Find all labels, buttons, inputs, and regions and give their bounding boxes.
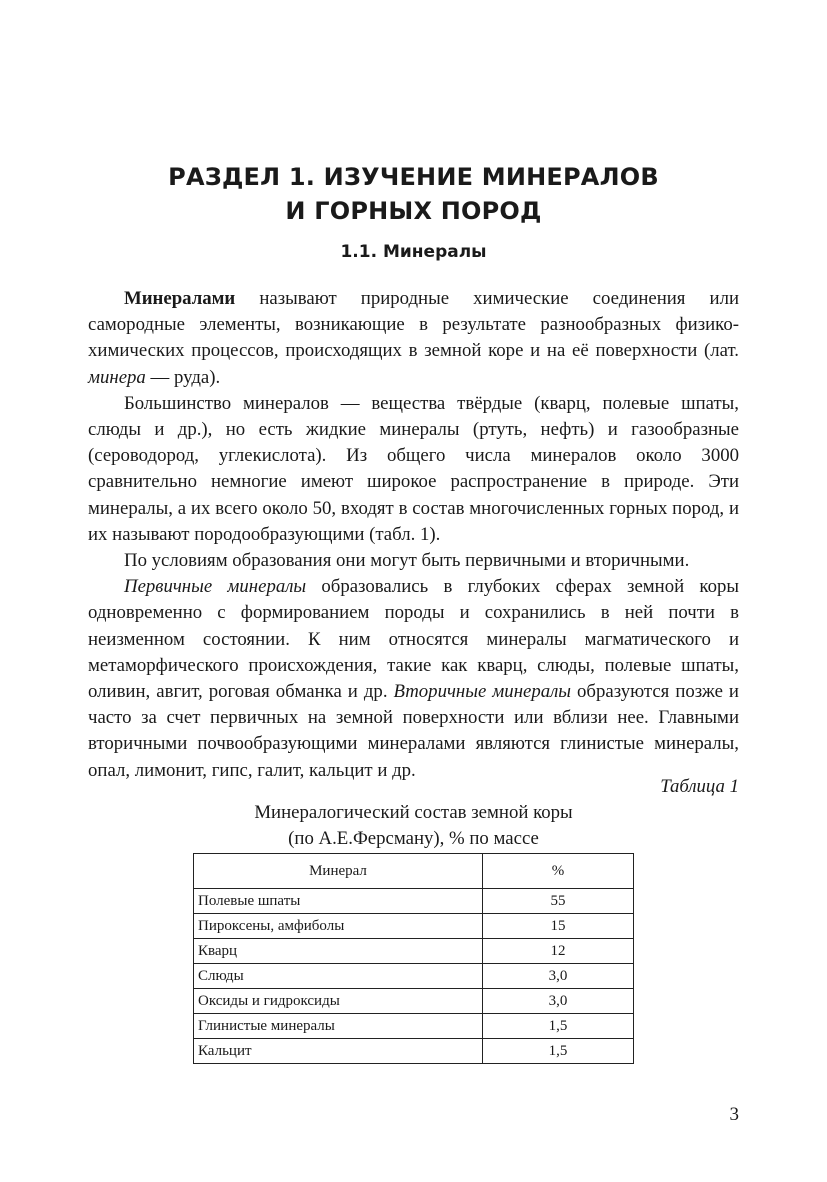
table-row — [194, 889, 634, 914]
paragraph-1 — [88, 286, 739, 391]
mineral-percent: 3,0 — [483, 964, 634, 989]
page-number: 3 — [729, 1104, 739, 1125]
table-header-row — [194, 854, 634, 889]
header-mineral: Минерал — [194, 854, 483, 889]
paragraph-1-text-a: называют природные химические соединения или самородные элементы, возникающие в результате разнообразных физико-химических процессов, происходящих в земной коре и на её поверхности (лат. — [88, 288, 739, 362]
table-row — [194, 1014, 634, 1039]
paragraph-2: Большинство минералов — вещества твёрдые (кварц, полевые шпаты, слюды и др.), но есть жидкие минералы (ртуть, нефть) и газообразные (сероводород, углекислота). Из общего числа минералов около 3000 сравнительно немногие имеют широкое распространение в природе. Эти минералы, а их всего около 50, входят в состав многочисленных горных пород, и их называют породообразующими (табл. 1). — [88, 392, 739, 545]
section-title-line-1: РАЗДЕЛ 1. ИЗУЧЕНИЕ МИНЕРАЛОВ — [168, 163, 659, 191]
mineral-percent: 12 — [483, 939, 634, 964]
term-minerals: Минералами — [124, 288, 236, 309]
paragraph-4 — [88, 574, 739, 784]
body-text — [88, 286, 739, 784]
mineral-name: Слюды — [194, 964, 483, 989]
paragraph-1-text-b: — руда). — [145, 366, 221, 388]
mineral-name: Глинистые минералы — [194, 1014, 483, 1039]
mineral-percent: 3,0 — [483, 989, 634, 1014]
mineral-percent: 1,5 — [483, 1039, 634, 1064]
term-primary-minerals: Первичные минералы — [124, 576, 307, 598]
section-title-line-2: И ГОРНЫХ ПОРОД — [285, 197, 542, 225]
mineral-name: Пироксены, амфиболы — [194, 914, 483, 939]
mineral-name: Кварц — [194, 939, 483, 964]
latin-term: минера — [88, 366, 146, 388]
table-title-line-2: (по А.Е.Ферсману), % по массе — [288, 828, 539, 849]
paragraph-4-text-a: образовались в глубоких сферах земной коры одновременно с формированием породы и сохранились в ней почти в неизменном состоянии. К ним относятся минералы магматического и метаморфического происхождения, такие как кварц, слюды, полевые шпаты, оливин, авгит, роговая обманка и др. — [88, 576, 739, 703]
table-label: Таблица 1 — [660, 776, 739, 797]
mineral-name: Оксиды и гидроксиды — [194, 989, 483, 1014]
header-percent: % — [483, 854, 634, 889]
mineral-percent: 55 — [483, 889, 634, 914]
term-secondary-minerals: Вторичные минералы — [393, 681, 572, 703]
subsection-title: 1.1. Минералы — [340, 242, 487, 262]
mineral-percent: 1,5 — [483, 1014, 634, 1039]
mineral-name: Кальцит — [194, 1039, 483, 1064]
table-title-line-1: Минералогический состав земной коры — [254, 802, 573, 823]
table-row — [194, 989, 634, 1014]
minerals-table — [193, 853, 634, 1064]
table-row — [194, 1039, 634, 1064]
mineral-name: Полевые шпаты — [194, 889, 483, 914]
table-row — [194, 914, 634, 939]
section-title — [0, 160, 827, 228]
table-title — [0, 800, 827, 852]
mineral-percent: 15 — [483, 914, 634, 939]
paragraph-3: По условиям образования они могут быть первичными и вторичными. — [124, 550, 690, 572]
paragraph-4-text-b: образуются позже и часто за счет первичных на земной поверхности или вблизи нее. Главными вторичными почвообразующими минералами являются глинистые минералы, опал, лимонит, гипс, галит, кальцит и др. — [88, 681, 739, 781]
table-row — [194, 939, 634, 964]
table-row — [194, 964, 634, 989]
